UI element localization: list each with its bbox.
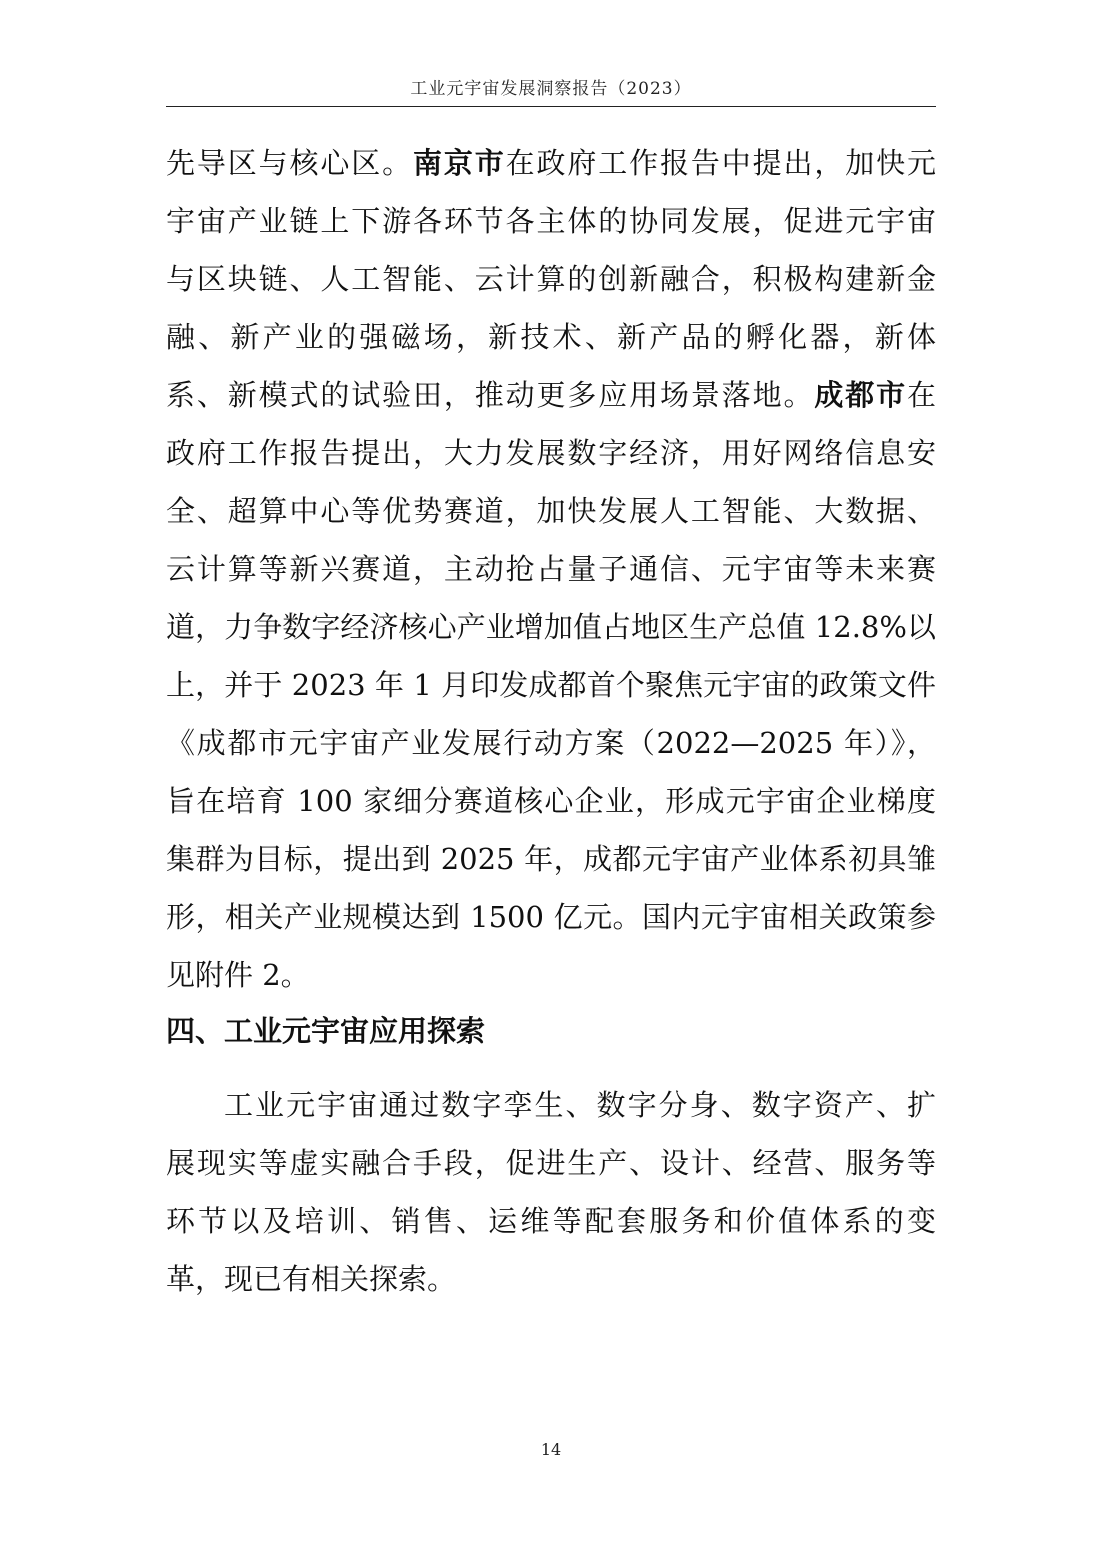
text-segment: 系、新模式的试验田，推动更多应用场景落地。 xyxy=(166,378,815,412)
paragraph-applications xyxy=(166,1076,936,1308)
text-line xyxy=(166,366,936,424)
city-name-chengdu: 成都市 xyxy=(814,378,907,412)
text-line: 集群为目标，提出到 2025 年，成都元宇宙产业体系初具雏 xyxy=(166,842,936,876)
text-line: 与区块链、人工智能、云计算的创新融合，积极构建新金 xyxy=(166,262,936,296)
paragraph-policy xyxy=(166,134,936,1004)
text-line: 展现实等虚实融合手段，促进生产、设计、经营、服务等 xyxy=(166,1146,936,1180)
text-line: 融、新产业的强磁场，新技术、新产品的孵化器，新体 xyxy=(166,320,936,354)
text-line: 革，现已有相关探索。 xyxy=(166,1262,457,1296)
header-rule xyxy=(166,106,936,107)
text-line: 上，并于 2023 年 1 月印发成都首个聚焦元宇宙的政策文件 xyxy=(166,668,936,702)
text-line: 工业元宇宙通过数字孪生、数字分身、数字资产、扩 xyxy=(224,1088,936,1122)
section-heading: 四、工业元宇宙应用探索 xyxy=(166,1014,486,1048)
text-line: 全、超算中心等优势赛道，加快发展人工智能、大数据、 xyxy=(166,494,936,528)
text-line: 政府工作报告提出，大力发展数字经济，用好网络信息安 xyxy=(166,436,936,470)
city-name-nanjing: 南京市 xyxy=(413,146,506,180)
text-segment: 先导区与核心区。 xyxy=(166,146,413,180)
text-segment: 在 xyxy=(906,378,936,412)
text-line: 《成都市元宇宙产业发展行动方案（2022—2025 年）》， xyxy=(166,726,936,760)
text-line: 环节以及培训、销售、运维等配套服务和价值体系的变 xyxy=(166,1204,936,1238)
text-line: 道，力争数字经济核心产业增加值占地区生产总值 12.8%以 xyxy=(166,610,936,644)
text-line: 旨在培育 100 家细分赛道核心企业，形成元宇宙企业梯度 xyxy=(166,784,936,818)
text-line: 形，相关产业规模达到 1500 亿元。国内元宇宙相关政策参 xyxy=(166,900,936,934)
text-line: 见附件 2。 xyxy=(166,958,310,992)
text-line: 宇宙产业链上下游各环节各主体的协同发展，促进元宇宙 xyxy=(166,204,936,238)
page-number: 14 xyxy=(540,1440,562,1459)
text-segment: 在政府工作报告中提出，加快元 xyxy=(505,146,936,180)
text-line: 云计算等新兴赛道，主动抢占量子通信、元宇宙等未来赛 xyxy=(166,552,936,586)
running-header: 工业元宇宙发展洞察报告（2023） xyxy=(410,79,692,99)
text-line xyxy=(166,134,936,192)
